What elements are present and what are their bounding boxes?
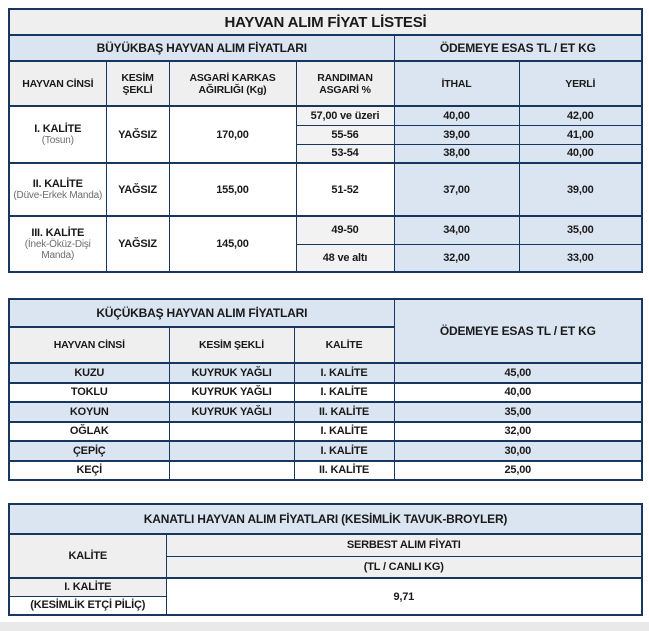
kanatli-band-title: KANATLI HAYVAN ALIM FİYATLARI (KESİMLİK TAVUK-BROYLER): [9, 504, 642, 534]
col-header-cins: HAYVAN CİNSİ: [9, 327, 169, 363]
cell-cins: [9, 106, 106, 163]
cell-kalite-sub: (KESİMLİK ETÇİ PİLİÇ): [9, 596, 166, 615]
col-header-kalite: KALİTE: [294, 327, 394, 363]
cell-kesim: [169, 441, 294, 461]
table-row: [9, 504, 642, 534]
col-header-yerli: YERLİ: [519, 61, 642, 106]
cell-kalite: I. KALİTE: [294, 441, 394, 461]
serbest-alim-header: SERBEST ALIM FİYATI: [166, 534, 642, 556]
cell-kesim: YAĞSIZ: [106, 163, 169, 216]
col-header-karkas: ASGARİ KARKAS AĞIRLIĞI (Kg): [169, 61, 296, 106]
cell-cins: OĞLAK: [9, 422, 169, 442]
cell-fiyat: 40,00: [394, 383, 642, 403]
cell-randiman: 55-56: [296, 125, 394, 144]
table-row: [9, 441, 642, 461]
cell-randiman: 51-52: [296, 163, 394, 216]
table-row: [9, 216, 642, 244]
table-row: [9, 9, 642, 35]
cell-ithal: 39,00: [394, 125, 519, 144]
kucukbas-band-title: KÜÇÜKBAŞ HAYVAN ALIM FİYATLARI: [9, 299, 394, 327]
cell-ithal: 37,00: [394, 163, 519, 216]
cell-fiyat: 25,00: [394, 461, 642, 481]
cins-sublabel: (Tosun): [41, 135, 74, 146]
cell-ithal: 32,00: [394, 244, 519, 272]
cins-label: I. KALİTE: [34, 123, 82, 135]
cell-kesim: KUYRUK YAĞLI: [169, 402, 294, 422]
table-row: [9, 578, 642, 596]
cell-randiman: 53-54: [296, 144, 394, 163]
cell-yerli: 40,00: [519, 144, 642, 163]
table-row: [9, 106, 642, 125]
col-header-cins: HAYVAN CİNSİ: [9, 61, 106, 106]
cell-cins: KEÇİ: [9, 461, 169, 481]
cell-fiyat: 30,00: [394, 441, 642, 461]
table-row: [9, 383, 642, 403]
cell-fiyat: 9,71: [166, 578, 642, 615]
table-row: [9, 299, 642, 327]
cell-randiman: 57,00 ve üzeri: [296, 106, 394, 125]
table-row: [9, 61, 642, 106]
odeme-esas-header: ÖDEMEYE ESAS TL / ET KG: [394, 299, 642, 363]
cell-cins: KOYUN: [9, 402, 169, 422]
cell-kalite: I. KALİTE: [9, 578, 166, 596]
table-row: [9, 402, 642, 422]
cell-cins: [9, 216, 106, 272]
cell-kesim: YAĞSIZ: [106, 106, 169, 163]
cell-fiyat: 45,00: [394, 363, 642, 383]
table-row: [9, 35, 642, 61]
cell-cins: ÇEPİÇ: [9, 441, 169, 461]
cins-label: II. KALİTE: [32, 178, 83, 190]
col-header-ithal: İTHAL: [394, 61, 519, 106]
cins-sublabel: (Düve-Erkek Manda): [13, 190, 103, 201]
cell-cins: [9, 163, 106, 216]
cell-cins: TOKLU: [9, 383, 169, 403]
cell-yerli: 33,00: [519, 244, 642, 272]
cell-kalite: I. KALİTE: [294, 363, 394, 383]
cell-kalite: I. KALİTE: [294, 422, 394, 442]
cell-karkas: 170,00: [169, 106, 296, 163]
cell-ithal: 34,00: [394, 216, 519, 244]
cell-ithal: 40,00: [394, 106, 519, 125]
cell-kalite: I. KALİTE: [294, 383, 394, 403]
cell-yerli: 39,00: [519, 163, 642, 216]
col-header-kalite: KALİTE: [9, 534, 166, 578]
buyukbas-table: [8, 8, 643, 273]
cell-fiyat: 35,00: [394, 402, 642, 422]
table-row: [9, 461, 642, 481]
tl-canli-kg-header: (TL / CANLI KG): [166, 556, 642, 578]
cell-kalite: II. KALİTE: [294, 461, 394, 481]
col-header-kesim: KESİM ŞEKLİ: [106, 61, 169, 106]
cell-kesim: KUYRUK YAĞLI: [169, 383, 294, 403]
col-header-randiman: RANDIMAN ASGARİ %: [296, 61, 394, 106]
cell-karkas: 155,00: [169, 163, 296, 216]
col-header-kesim: KESİM ŞEKLİ: [169, 327, 294, 363]
table-row: [9, 363, 642, 383]
cell-kesim: YAĞSIZ: [106, 216, 169, 272]
cell-ithal: 38,00: [394, 144, 519, 163]
cins-label: III. KALİTE: [31, 227, 85, 239]
page-title: HAYVAN ALIM FİYAT LİSTESİ: [9, 9, 642, 35]
table-row: [9, 534, 642, 556]
cell-kesim: [169, 422, 294, 442]
cell-kesim: KUYRUK YAĞLI: [169, 363, 294, 383]
kucukbas-table: [8, 298, 643, 481]
cell-yerli: 41,00: [519, 125, 642, 144]
cell-yerli: 42,00: [519, 106, 642, 125]
cell-kesim: [169, 461, 294, 481]
buyukbas-band-title: BÜYÜKBAŞ HAYVAN ALIM FİYATLARI: [9, 35, 394, 61]
cell-randiman: 49-50: [296, 216, 394, 244]
table-row: [9, 163, 642, 216]
cell-randiman: 48 ve altı: [296, 244, 394, 272]
odeme-esas-header: ÖDEMEYE ESAS TL / ET KG: [394, 35, 642, 61]
cell-kalite: II. KALİTE: [294, 402, 394, 422]
cell-yerli: 35,00: [519, 216, 642, 244]
cins-sublabel: (İnek-Öküz-Dişi Manda): [24, 239, 91, 261]
kanatli-table: [8, 503, 643, 616]
cell-cins: KUZU: [9, 363, 169, 383]
cell-fiyat: 32,00: [394, 422, 642, 442]
cell-karkas: 145,00: [169, 216, 296, 272]
page-bottom-strip: [0, 622, 649, 631]
table-row: [9, 422, 642, 442]
